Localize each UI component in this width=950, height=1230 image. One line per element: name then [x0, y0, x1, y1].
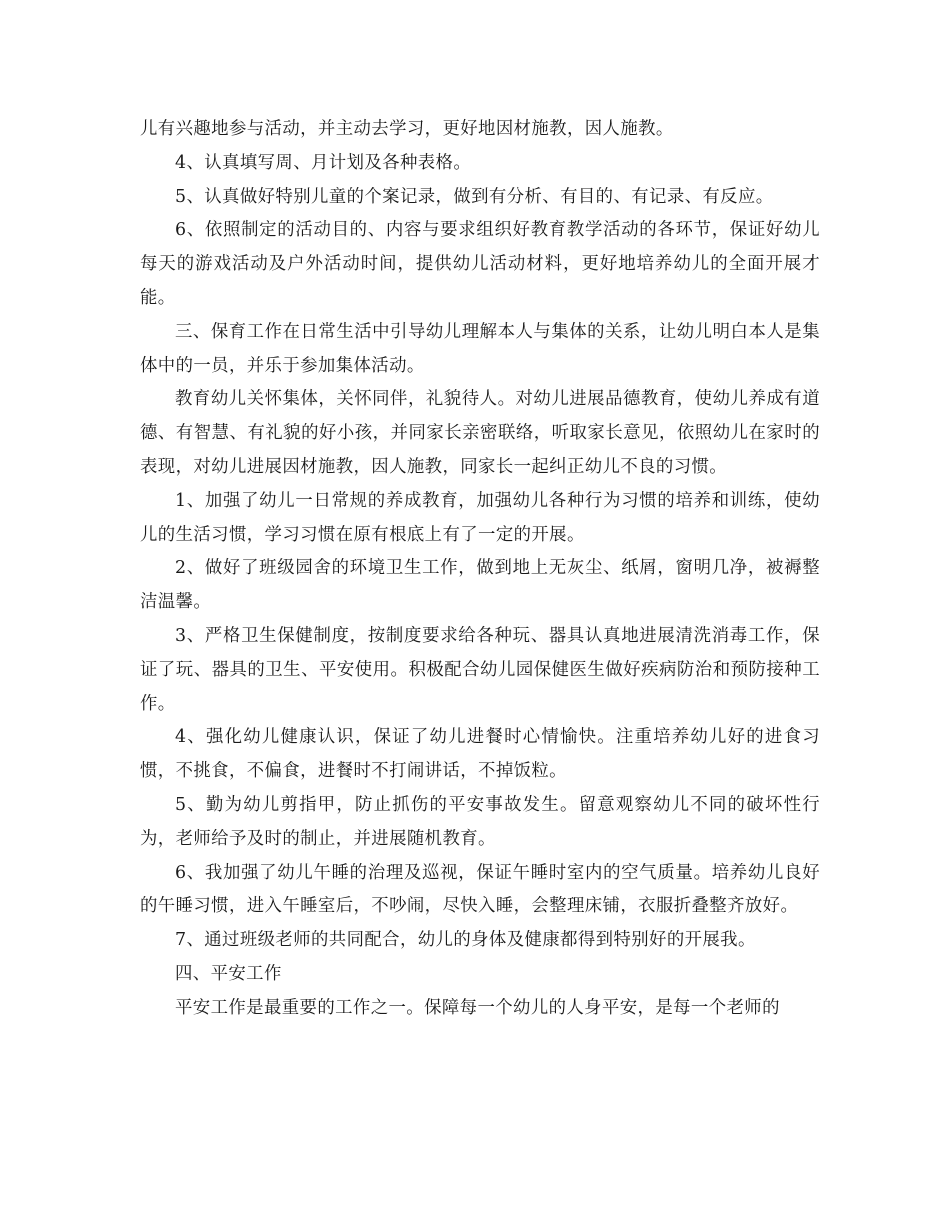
paragraph-continuation: 儿有兴趣地参与活动，并主动去学习，更好地因材施教，因人施教。	[140, 119, 674, 139]
paragraph-item-6-activities: 6、依照制定的活动目的、内容与要求组织好教育教学活动的各环节，保证好幼儿每天的游戏活动及户外活动时间，提供幼儿活动材料，更好地培养幼儿的全面开展才能。	[140, 220, 820, 308]
paragraph-item-4-plans: 4、认真填写周、月计划及各种表格。	[175, 152, 472, 173]
paragraph-moral-education: 教育幼儿关怀集体，关怀同伴，礼貌待人。对幼儿进展品德教育，使幼儿养成有道德、有智慧、有礼貌的好小孩，并同家长亲密联络，听取家长意见，依照幼儿在家时的表现，对幼儿进展因材施教，因人施教，同家长一起纠正幼儿不良的习惯。	[140, 389, 820, 477]
document-body	[140, 113, 820, 1026]
section-heading-childcare: 三、保育工作在日常生活中引导幼儿理解本人与集体的关系，让幼儿明白本人是集体中的一员，并乐于参加集体活动。	[140, 321, 820, 376]
paragraph-care-item-4: 4、强化幼儿健康认识，保证了幼儿进餐时心情愉快。注重培养幼儿好的进食习惯，不挑食，不偏食，进餐时不打闹讲话，不掉饭粒。	[140, 727, 820, 782]
paragraph-item-5-case-records: 5、认真做好特别儿童的个案记录，做到有分析、有目的、有记录、有反应。	[175, 186, 774, 207]
paragraph-care-item-6: 6、我加强了幼儿午睡的治理及巡视，保证午睡时室内的空气质量。培养幼儿良好的午睡习惯，进入午睡室后，不吵闹，尽快入睡，会整理床铺，衣服折叠整齐放好。	[140, 862, 820, 917]
section-heading-safety: 四、平安工作	[175, 963, 282, 984]
paragraph-care-item-7: 7、通过班级老师的共同配合，幼儿的身体及健康都得到特别好的开展我。	[175, 930, 756, 951]
paragraph-safety-intro: 平安工作是最重要的工作之一。保障每一个幼儿的人身平安，是每一个老师的	[175, 997, 780, 1018]
paragraph-care-item-1: 1、加强了幼儿一日常规的养成教育，加强幼儿各种行为习惯的培养和训练，使幼儿的生活习惯，学习习惯在原有根底上有了一定的开展。	[140, 490, 820, 545]
paragraph-care-item-5: 5、勤为幼儿剪指甲，防止抓伤的平安事故发生。留意观察幼儿不同的破坏性行为，老师给予及时的制止，并进展随机教育。	[140, 794, 820, 849]
paragraph-care-item-2: 2、做好了班级园舍的环境卫生工作，做到地上无灰尘、纸屑，窗明几净，被褥整洁温馨。	[140, 558, 820, 613]
paragraph-care-item-3: 3、严格卫生保健制度，按制度要求给各种玩、器具认真地进展清洗消毒工作，保证了玩、器具的卫生、平安使用。积极配合幼儿园保健医生做好疾病防治和预防接种工作。	[140, 625, 820, 714]
